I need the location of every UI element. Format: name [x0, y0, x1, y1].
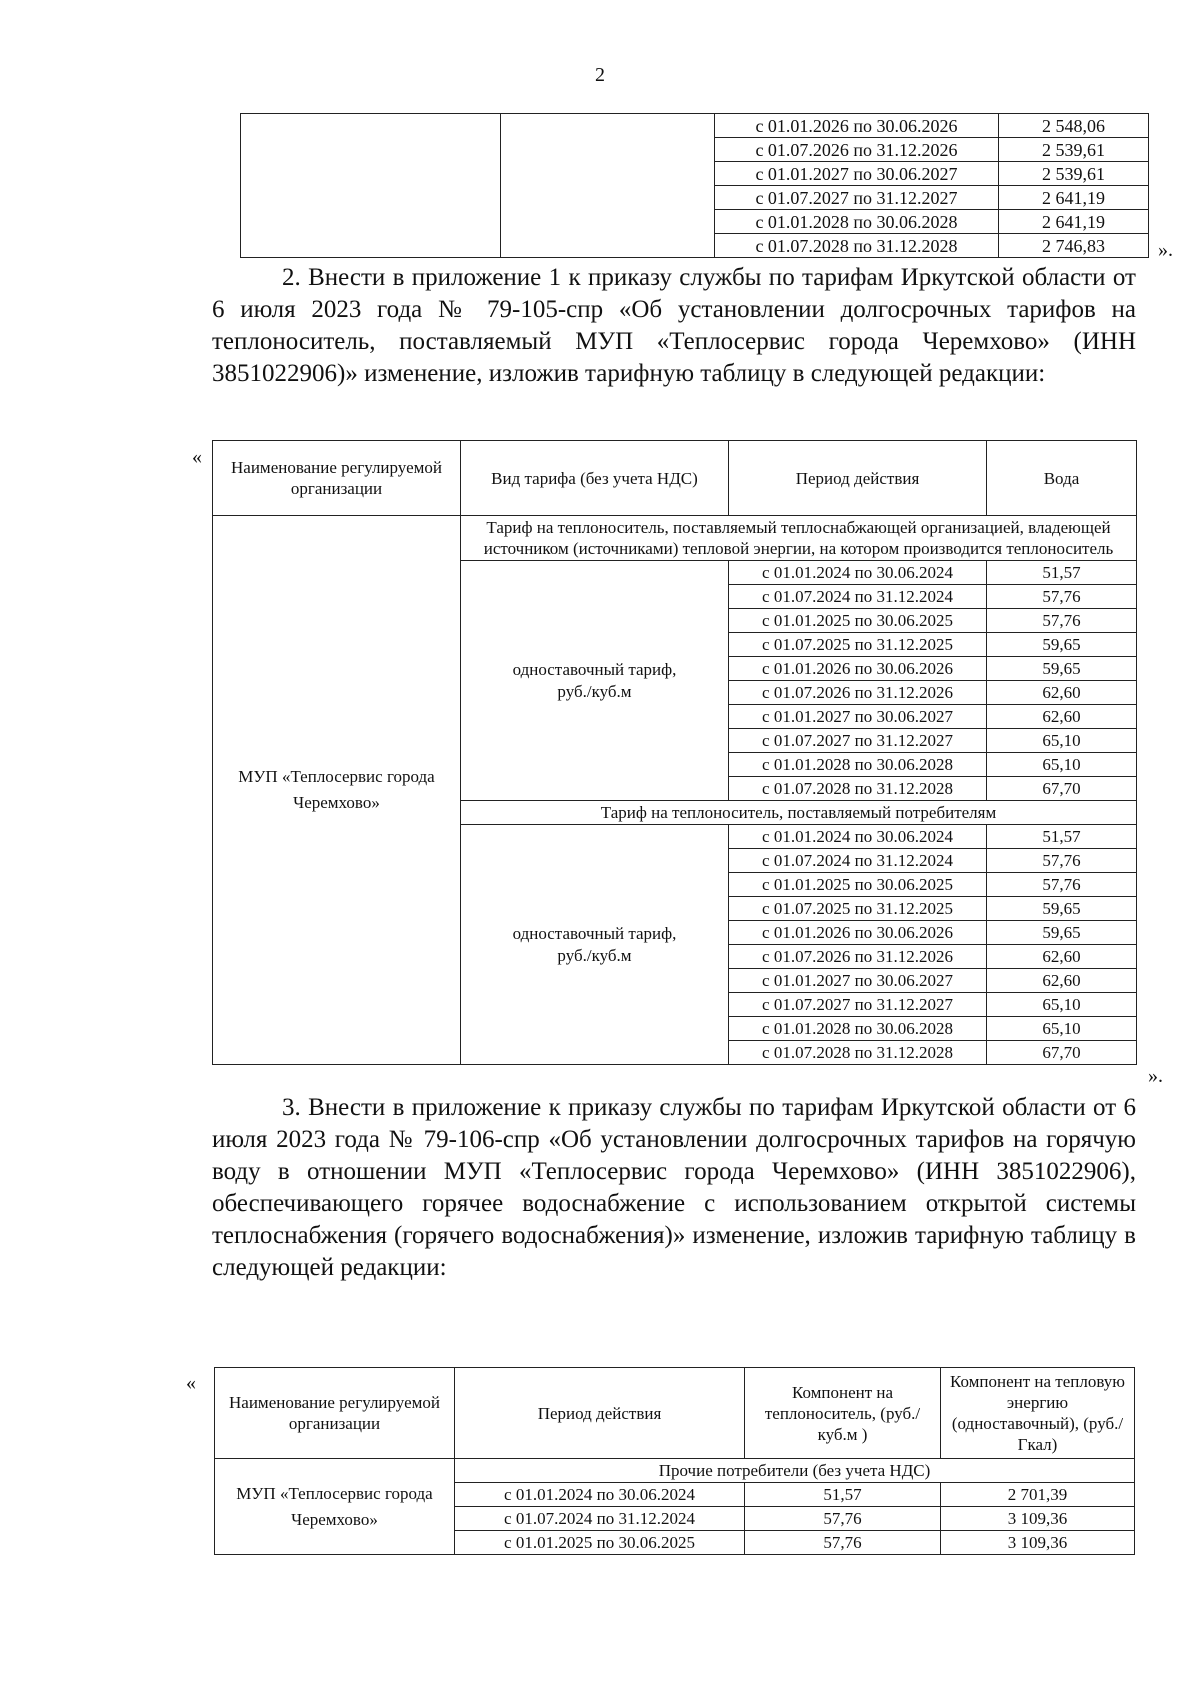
value-cell: 67,70: [987, 777, 1137, 801]
header-component-heat: Компонент на тепловую энергию (одноставочный), (руб./Гкал): [941, 1368, 1135, 1459]
period-cell: с 01.01.2025 по 30.06.2025: [729, 873, 987, 897]
paragraph-2: 2. Внести в приложение 1 к приказу службы по тарифам Иркутской области от 6 июля 2023 года № 79-105-спр «Об установлении долгосрочных тарифов на теплоноситель, поставляемый МУП «Теплосервис города Черемхово» (ИНН 3851022906)» изменение, изложив тарифную таблицу в следующей редакции:: [212, 264, 1136, 387]
value-cell: 62,60: [987, 945, 1137, 969]
period-cell: с 01.07.2028 по 31.12.2028: [715, 234, 999, 258]
tariff-type-cell: одноставочный тариф, руб./куб.м: [461, 561, 729, 801]
table-row: [241, 114, 1149, 138]
period-cell: с 01.01.2026 по 30.06.2026: [715, 114, 999, 138]
value-cell: 51,57: [987, 561, 1137, 585]
value-cell: 2 548,06: [999, 114, 1149, 138]
header-period: Период действия: [729, 441, 987, 516]
value-cell: 65,10: [987, 993, 1137, 1017]
header-org: Наименование регулируемой организации: [213, 441, 461, 516]
period-cell: с 01.01.2028 по 30.06.2028: [729, 753, 987, 777]
period-cell: с 01.01.2027 по 30.06.2027: [715, 162, 999, 186]
value-cell: 67,70: [987, 1041, 1137, 1065]
period-cell: с 01.07.2028 по 31.12.2028: [729, 777, 987, 801]
carrier-value-cell: 57,76: [745, 1507, 941, 1531]
period-cell: с 01.01.2024 по 30.06.2024: [729, 825, 987, 849]
value-cell: 62,60: [987, 705, 1137, 729]
period-cell: с 01.01.2025 по 30.06.2025: [729, 609, 987, 633]
tariff-type-cell: одноставочный тариф, руб./куб.м: [461, 825, 729, 1065]
value-cell: 2 539,61: [999, 162, 1149, 186]
paragraph-3: 3. Внести в приложение к приказу службы по тарифам Иркутской области от 6 июля 2023 года № 79-106-спр «Об установлении долгосрочных тарифов на горячую воду в отношении МУП «Теплосервис города Черемхово» (ИНН 3851022906), обеспечивающего горячее водоснабжение с использованием открытой системы теплоснабжения (горячего водоснабжения)» изменение, изложив тарифную таблицу в следующей редакции:: [212, 1094, 1136, 1281]
period-cell: с 01.01.2026 по 30.06.2026: [729, 657, 987, 681]
period-cell: с 01.01.2028 по 30.06.2028: [715, 210, 999, 234]
value-cell: 59,65: [987, 657, 1137, 681]
period-cell: с 01.07.2025 по 31.12.2025: [729, 897, 987, 921]
value-cell: 59,65: [987, 897, 1137, 921]
heat-value-cell: 3 109,36: [941, 1507, 1135, 1531]
value-cell: 65,10: [987, 753, 1137, 777]
value-cell: 59,65: [987, 633, 1137, 657]
close-quote-mark: ».: [1158, 239, 1173, 261]
value-cell: 62,60: [987, 681, 1137, 705]
section-row: [215, 1459, 1135, 1483]
heat-value-cell: 2 701,39: [941, 1483, 1135, 1507]
value-cell: 2 746,83: [999, 234, 1149, 258]
value-cell: 2 641,19: [999, 186, 1149, 210]
period-cell: с 01.07.2026 по 31.12.2026: [715, 138, 999, 162]
header-period: Период действия: [455, 1368, 745, 1459]
section-title: Прочие потребители (без учета НДС): [455, 1459, 1135, 1483]
close-quote-mark: ».: [1148, 1065, 1163, 1087]
period-cell: с 01.01.2027 по 30.06.2027: [729, 705, 987, 729]
value-cell: 51,57: [987, 825, 1137, 849]
period-cell: с 01.01.2026 по 30.06.2026: [729, 921, 987, 945]
period-cell: с 01.07.2025 по 31.12.2025: [729, 633, 987, 657]
period-cell: с 01.07.2026 по 31.12.2026: [729, 681, 987, 705]
value-cell: 57,76: [987, 873, 1137, 897]
header-org: Наименование регулируемой организации: [215, 1368, 455, 1459]
period-cell: с 01.01.2024 по 30.06.2024: [729, 561, 987, 585]
carrier-value-cell: 57,76: [745, 1531, 941, 1555]
header-component-carrier: Компонент на теплоноситель, (руб./куб.м ): [745, 1368, 941, 1459]
period-cell: с 01.07.2027 по 31.12.2027: [729, 729, 987, 753]
period-cell: с 01.07.2024 по 31.12.2024: [729, 585, 987, 609]
org-name-cell: МУП «Теплосервис города Черемхово»: [213, 516, 461, 1065]
open-quote-mark: «: [192, 446, 202, 468]
table-header-row: [213, 441, 1137, 516]
period-cell: с 01.01.2025 по 30.06.2025: [455, 1531, 745, 1555]
value-cell: 62,60: [987, 969, 1137, 993]
table-continuation: [240, 113, 1149, 258]
value-cell: 65,10: [987, 729, 1137, 753]
value-cell: 57,76: [987, 849, 1137, 873]
period-cell: с 01.07.2027 по 31.12.2027: [715, 186, 999, 210]
period-cell: с 01.07.2026 по 31.12.2026: [729, 945, 987, 969]
header-water: Вода: [987, 441, 1137, 516]
period-cell: с 01.07.2024 по 31.12.2024: [729, 849, 987, 873]
value-cell: 57,76: [987, 609, 1137, 633]
period-cell: с 01.07.2027 по 31.12.2027: [729, 993, 987, 1017]
section-row: [213, 516, 1137, 561]
carrier-value-cell: 51,57: [745, 1483, 941, 1507]
period-cell: с 01.01.2024 по 30.06.2024: [455, 1483, 745, 1507]
table-hot-water-tariffs: [214, 1367, 1135, 1555]
page-number: 2: [595, 64, 605, 86]
table-heat-carrier-tariffs: [212, 440, 1137, 1065]
open-quote-mark: «: [186, 1372, 196, 1394]
period-cell: с 01.07.2028 по 31.12.2028: [729, 1041, 987, 1065]
value-cell: 65,10: [987, 1017, 1137, 1041]
empty-cell: [501, 114, 715, 258]
period-cell: с 01.07.2024 по 31.12.2024: [455, 1507, 745, 1531]
value-cell: 2 641,19: [999, 210, 1149, 234]
section-title: Тариф на теплоноситель, поставляемый теплоснабжающей организацией, владеющей источником (источниками) тепловой энергии, на котором производится теплоноситель: [461, 516, 1137, 561]
section-title: Тариф на теплоноситель, поставляемый потребителям: [461, 801, 1137, 825]
table-header-row: [215, 1368, 1135, 1459]
value-cell: 57,76: [987, 585, 1137, 609]
header-tariff-type: Вид тарифа (без учета НДС): [461, 441, 729, 516]
period-cell: с 01.01.2028 по 30.06.2028: [729, 1017, 987, 1041]
empty-cell: [241, 114, 501, 258]
org-name-cell: МУП «Теплосервис города Черемхово»: [215, 1459, 455, 1555]
value-cell: 59,65: [987, 921, 1137, 945]
heat-value-cell: 3 109,36: [941, 1531, 1135, 1555]
period-cell: с 01.01.2027 по 30.06.2027: [729, 969, 987, 993]
value-cell: 2 539,61: [999, 138, 1149, 162]
